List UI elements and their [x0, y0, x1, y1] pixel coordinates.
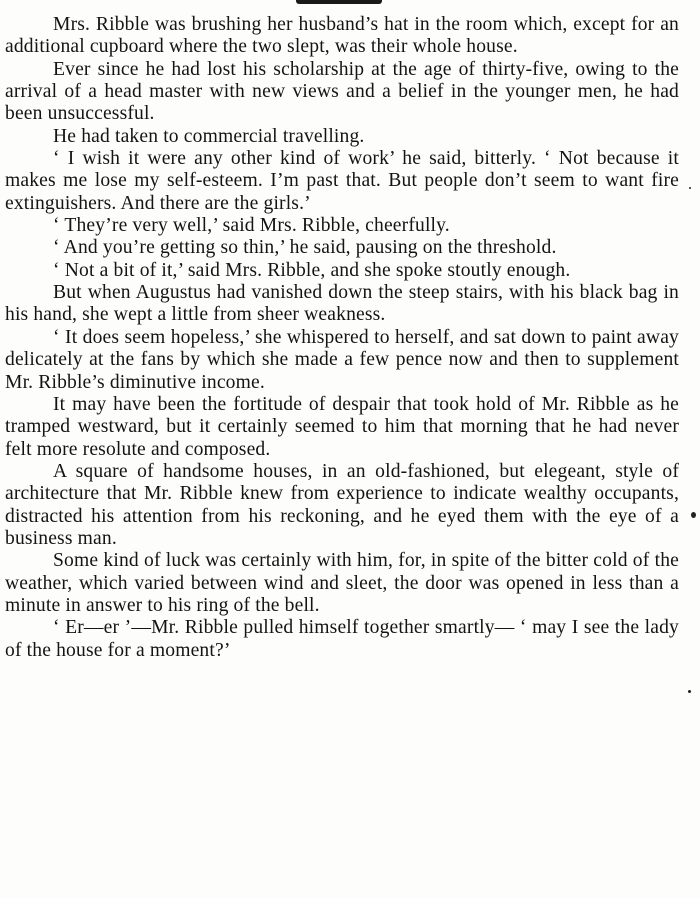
paragraph-3: He had taken to commercial travelling. — [53, 125, 365, 147]
paragraph-13: ‘ Er—er ’—Mr. Ribble pulled himself together smartly— ‘ may I see the lady of the house for a moment?’ — [5, 617, 679, 661]
paragraph-10: It may have been the fortitude of despair that took hold of Mr. Ribble as he tramped westward, but it certainly seemed to him that morning that he had never felt more resolute and composed. — [5, 393, 679, 460]
text-column — [5, 14, 679, 662]
paragraph-7: ‘ Not a bit of it,’ said Mrs. Ribble, and she spoke stoutly enough. — [53, 259, 571, 281]
paragraph-4: ‘ I wish it were any other kind of work’ he said, bitterly. ‘ Not because it makes me lose my self-esteem. I’m past that. But people don’t seem to want fire extinguishers. And there are the girls.’ — [5, 148, 679, 214]
top-rule-ornament — [296, 0, 382, 4]
print-speck — [689, 187, 691, 189]
paragraph-8: But when Augustus had vanished down the steep stairs, with his black bag in his hand, she wept a little from sheer weakness. — [5, 282, 679, 326]
paragraph-9: ‘ It does seem hopeless,’ she whispered to herself, and sat down to paint away delicately at the fans by which she made a few pence now and then to supplement Mr. Ribble’s diminutive income. — [5, 326, 679, 393]
paragraph-12: Some kind of luck was certainly with him, for, in spite of the bitter cold of the weather, which varied between wind and sleet, the door was opened in less than a minute in answer to his ring of the bell. — [5, 550, 679, 616]
print-speck — [691, 512, 696, 518]
paragraph-11: A square of handsome houses, in an old-fashioned, but elegeant, style of architecture that Mr. Ribble knew from experience to indicate wealthy occupants, distracted his attention from his reckoning, and he eyed them with the eye of a business man. — [5, 460, 679, 549]
paragraph-1: Mrs. Ribble was brushing her husband’s hat in the room which, except for an additional cupboard where the two slept, was their whole house. — [5, 14, 679, 58]
print-speck — [688, 690, 691, 693]
paragraph-6: ‘ And you’re getting so thin,’ he said, pausing on the threshold. — [53, 237, 557, 259]
paragraph-5: ‘ They’re very well,’ said Mrs. Ribble, cheerfully. — [53, 215, 450, 237]
paragraph-2: Ever since he had lost his scholarship at the age of thirty-five, owing to the arrival of a head master with new views and a belief in the younger men, he had been unsuccessful. — [5, 58, 679, 125]
